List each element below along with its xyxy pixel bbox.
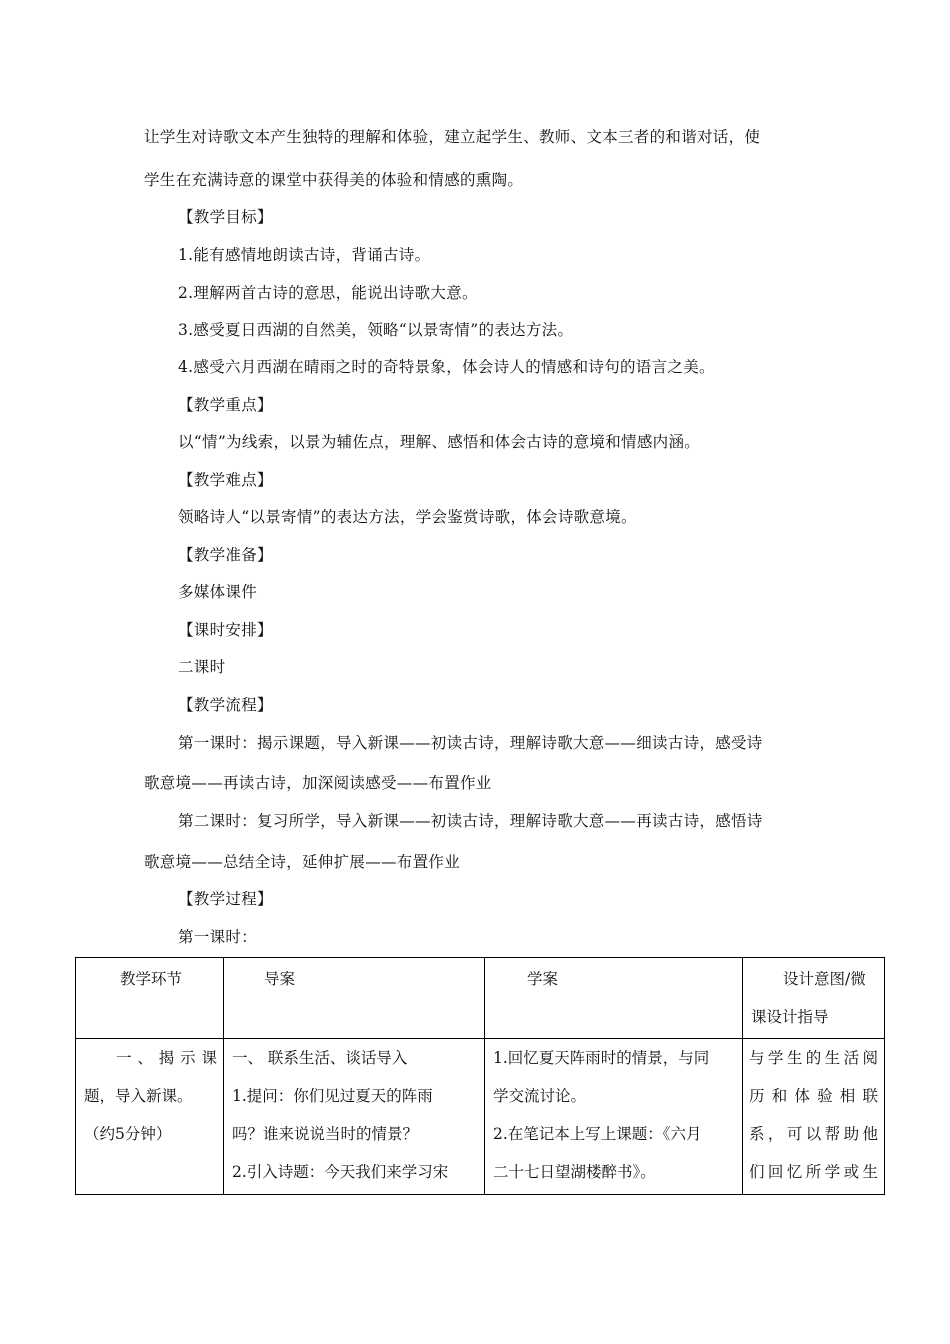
- row1-study-line-1: 1.回忆夏天阵雨时的情景，与同: [493, 1049, 710, 1067]
- preparation-heading: 【教学准备】: [178, 546, 273, 564]
- row1-guide-line-2: 1.提问：你们见过夏天的阵雨: [232, 1087, 433, 1105]
- row1-guide-cell: [224, 1039, 485, 1195]
- row1-study-line-3: 2.在笔记本上写上课题：《六月: [493, 1125, 702, 1143]
- header-cell-intent: [743, 958, 885, 1039]
- row1-intent-line-4: 们回忆所学或生: [749, 1163, 878, 1181]
- row1-stage-line-3: （约5分钟）: [84, 1125, 172, 1143]
- objective-item-2: 2.理解两首古诗的意思，能说出诗歌大意。: [178, 284, 478, 302]
- header-cell-study: [485, 958, 743, 1039]
- header-study-label: 学案: [527, 970, 559, 988]
- difficulty-text: 领略诗人“以景寄情”的表达方法，学会鉴赏诗歌，体会诗歌意境。: [178, 508, 637, 526]
- lesson-plan-table: [75, 957, 885, 1195]
- objective-item-1: 1.能有感情地朗读古诗，背诵古诗。: [178, 246, 431, 264]
- objective-item-3: 3.感受夏日西湖的自然美，领略“以景寄情”的表达方法。: [178, 321, 574, 339]
- header-guide-label: 导案: [264, 970, 296, 988]
- header-stage-label: 教学环节: [120, 970, 183, 988]
- key-point-heading: 【教学重点】: [178, 396, 273, 414]
- schedule-text: 二课时: [178, 658, 226, 676]
- key-point-text: 以“情”为线索，以景为辅佐点，理解、感悟和体会古诗的意境和情感内涵。: [178, 433, 701, 451]
- objectives-heading: 【教学目标】: [178, 208, 273, 226]
- row1-intent-cell: [743, 1039, 885, 1195]
- row1-guide-line-3: 吗？谁来说说当时的情景？: [232, 1125, 419, 1143]
- row1-stage-line-1: 一、揭示课: [116, 1049, 217, 1067]
- schedule-heading: 【课时安排】: [178, 621, 273, 639]
- row1-guide-line-1: 一、 联系生活、谈话导入: [232, 1049, 408, 1067]
- intro-line-1: 让学生对诗歌文本产生独特的理解和体验，建立起学生、教师、文本三者的和谐对话，使: [144, 128, 761, 146]
- flow-heading: 【教学流程】: [178, 696, 273, 714]
- preparation-text: 多媒体课件: [178, 583, 258, 601]
- objective-item-4: 4.感受六月西湖在晴雨之时的奇特景象，体会诗人的情感和诗句的语言之美。: [178, 358, 715, 376]
- header-cell-stage: [76, 958, 224, 1039]
- process-heading: 【教学过程】: [178, 890, 273, 908]
- difficulty-heading: 【教学难点】: [178, 471, 273, 489]
- row1-intent-line-2: 历和体验相联: [749, 1087, 878, 1105]
- row1-stage-cell: [76, 1039, 224, 1195]
- row1-study-line-4: 二十七日望湖楼醉书》。: [493, 1163, 656, 1181]
- flow-lesson1-line-1: 第一课时：揭示课题，导入新课——初读古诗，理解诗歌大意——细读古诗，感受诗: [178, 734, 763, 752]
- flow-lesson2-line-1: 第二课时：复习所学，导入新课——初读古诗，理解诗歌大意——再读古诗，感悟诗: [178, 812, 763, 830]
- flow-lesson1-line-2: 歌意境——再读古诗，加深阅读感受——布置作业: [144, 774, 492, 792]
- row1-guide-line-4: 2.引入诗题：今天我们来学习宋: [232, 1163, 449, 1181]
- flow-lesson2-line-2: 歌意境——总结全诗，延伸扩展——布置作业: [144, 853, 461, 871]
- header-intent-line-2: 课设计指导: [751, 1008, 829, 1026]
- intro-line-2: 学生在充满诗意的课堂中获得美的体验和情感的熏陶。: [144, 171, 524, 189]
- row1-intent-line-1: 与学生的生活阅: [749, 1049, 878, 1067]
- header-cell-guide: [224, 958, 485, 1039]
- first-lesson-label: 第一课时：: [178, 928, 258, 946]
- row1-stage-line-2: 题，导入新课。: [84, 1087, 193, 1105]
- table-row: [76, 1039, 885, 1195]
- row1-study-line-2: 学交流讨论。: [493, 1087, 587, 1105]
- header-intent-line-1: 设计意图/微: [783, 970, 866, 988]
- table-header-row: [76, 958, 885, 1039]
- row1-intent-line-3: 系，可以帮助他: [749, 1125, 878, 1143]
- row1-study-cell: [485, 1039, 743, 1195]
